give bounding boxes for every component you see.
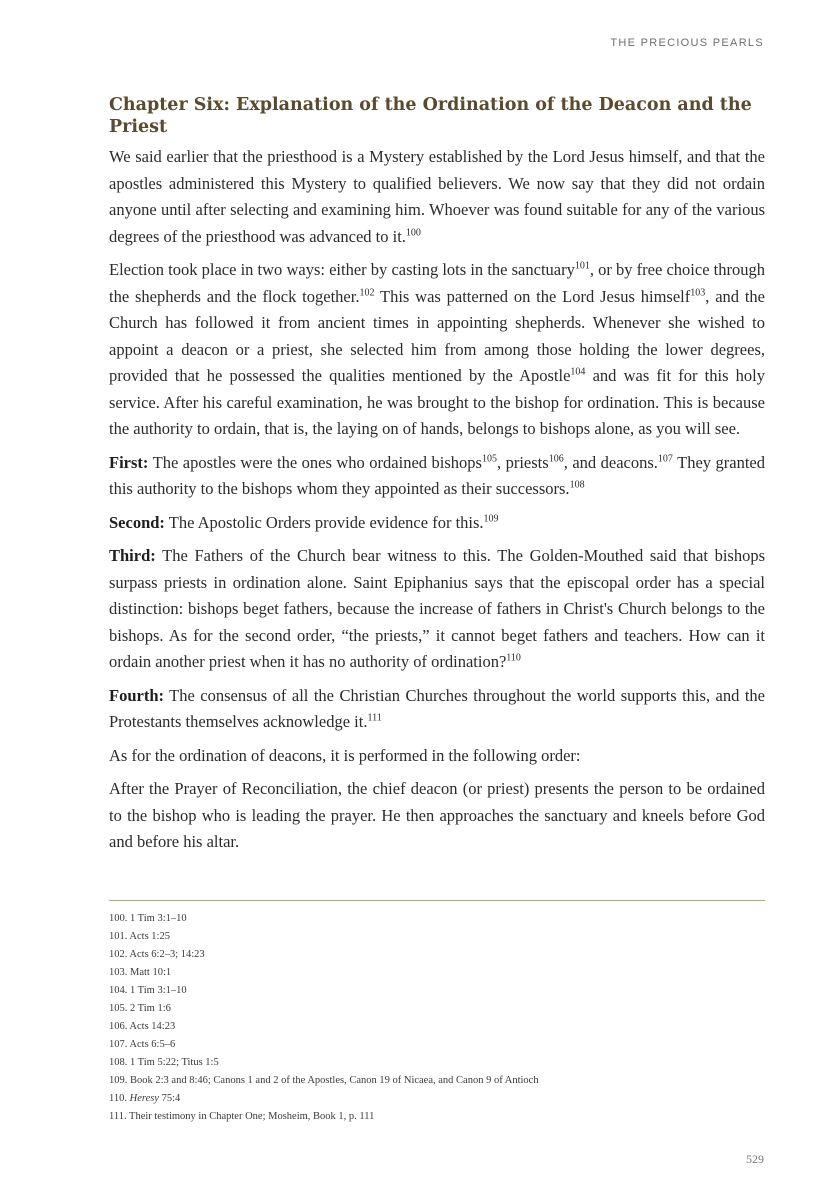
footnote-ref: 108 <box>569 479 585 491</box>
run-in-heading: Fourth: <box>109 685 164 705</box>
body-paragraph <box>109 144 765 250</box>
footnote-ref: 106 <box>548 453 564 464</box>
text-run: As for the ordination of deacons, it is performed in the following order: <box>109 745 581 765</box>
footnote-item <box>109 964 765 982</box>
footnote-item <box>109 910 765 928</box>
chapter-title: Chapter Six: Explanation of the Ordination of the Deacon and the Priest <box>109 95 752 137</box>
italic-title: Heresy <box>129 1093 159 1104</box>
footnote-ref: 110 <box>506 652 521 664</box>
run-in-heading: First: <box>109 452 149 472</box>
text-run: 75:4 <box>158 1093 181 1104</box>
footnote-item <box>109 1018 765 1036</box>
text-run: 104. 1 Tim 3:1–10 <box>109 985 187 996</box>
footnote-item <box>109 1054 765 1072</box>
text-run: 107. Acts 6:5–6 <box>109 1039 176 1050</box>
footnote-ref: 103 <box>690 287 706 298</box>
text-run: , and the Church has followed it from ancient times in appointing shepherds. Whenever she wished to appoint a deacon or a priest, she selected him from among those holding the lower degrees, provided that he possessed the qualities mentioned by the Apostle <box>109 286 765 385</box>
footnote-item <box>109 982 765 1000</box>
text-run: 110. <box>109 1093 130 1104</box>
footnote-item <box>109 1036 765 1054</box>
text-run: 105. 2 Tim 1:6 <box>109 1003 171 1014</box>
footnote-ref: 104 <box>570 366 586 378</box>
text-run: 101. Acts 1:25 <box>109 931 170 942</box>
body-paragraph <box>109 776 765 856</box>
footnote-item <box>109 946 765 964</box>
footnote-ref: 111 <box>367 712 382 724</box>
text-run: 102. Acts 6:2–3; 14:23 <box>109 949 205 960</box>
footnote-ref: 100 <box>405 227 421 238</box>
text-run: , and deacons. <box>563 452 658 472</box>
footnote-ref: 102 <box>359 287 375 298</box>
text-run: We said earlier that the priesthood is a Mystery established by the Lord Jesus himself, and that the apostles administered this Mystery to qualified believers. We now say that they did not ordain anyone until after selecting and examining him. Whoever was found suitable for any of the various degrees of the priesthood was advanced to it. <box>109 147 765 246</box>
text-run: 108. 1 Tim 5:22; Titus 1:5 <box>109 1057 219 1068</box>
body-paragraph <box>109 510 765 537</box>
body-paragraph <box>109 743 765 770</box>
text-run: and was fit for this holy service. After his careful examination, he was brought to the bishop for ordination. This is because the authority to ordain, that is, the laying on of hands, belongs to bishops alone, as you will see. <box>109 366 766 438</box>
footnote-ref: 105 <box>481 453 497 464</box>
footnote-item <box>109 928 765 946</box>
body-paragraph <box>109 450 765 503</box>
run-in-heading: Third: <box>109 546 156 565</box>
text-run: Election took place in two ways: either by casting lots in the sanctuary <box>109 260 575 279</box>
text-run: , priests <box>496 452 549 472</box>
footnote-item <box>109 1072 765 1090</box>
text-run: The consensus of all the Christian Churches throughout the world supports this, and the Protestants themselves acknowledge it. <box>109 685 765 731</box>
body-paragraph <box>109 543 765 676</box>
text-run: They granted this authority to the bishops whom they appointed as their successors. <box>109 452 765 498</box>
text-run: The apostles were the ones who ordained bishops <box>148 452 482 472</box>
footnote-ref: 101 <box>574 260 590 272</box>
run-in-heading: Second: <box>109 512 165 532</box>
body-paragraph <box>109 257 765 443</box>
text-run: After the Prayer of Reconciliation, the chief deacon (or priest) presents the person to be ordained to the bishop who is leading the prayer. He then approaches the sanctuary and kneels before God and before his altar. <box>109 779 765 851</box>
text-run: The Fathers of the Church bear witness to this. The Golden-Mouthed said that bishops surpass priests in ordination alone. Saint Epiphanius says that the episcopal order has a special distinction: bishops beget fathers, because the increase of fathers in Christ's Church belongs to the bishops. As for the second order, “the priests,” it cannot beget fathers and teachers. How can it ordain another priest when it has no authority of ordination? <box>109 546 765 671</box>
text-run: This was patterned on the Lord Jesus himself <box>374 286 691 306</box>
main-text <box>109 94 765 863</box>
footnote-divider <box>109 900 765 901</box>
text-run: 109. Book 2:3 and 8:46; Canons 1 and 2 of the Apostles, Canon 19 of Nicaea, and Canon 9 of Antioch <box>109 1075 539 1086</box>
text-run: 106. Acts 14:23 <box>109 1021 176 1032</box>
footnotes-list <box>109 910 765 1126</box>
body-paragraph <box>109 683 765 736</box>
footnote-item <box>109 1000 765 1018</box>
footnote-ref: 109 <box>483 513 499 524</box>
text-run: The Apostolic Orders provide evidence for this. <box>164 512 484 532</box>
running-header: THE PRECIOUS PEARLS <box>610 37 764 49</box>
text-run: , or by free choice through the shepherds and the flock together. <box>109 260 766 306</box>
footnote-ref: 107 <box>657 453 673 464</box>
text-run: 100. 1 Tim 3:1–10 <box>109 913 187 924</box>
body-paragraphs <box>109 144 765 856</box>
text-run: 111. Their testimony in Chapter One; Mosheim, Book 1, p. 111 <box>109 1111 375 1122</box>
footnote-item <box>109 1090 765 1108</box>
text-run: 103. Matt 10:1 <box>109 967 172 978</box>
footnote-item <box>109 1108 765 1126</box>
page-number: 529 <box>746 1152 764 1166</box>
